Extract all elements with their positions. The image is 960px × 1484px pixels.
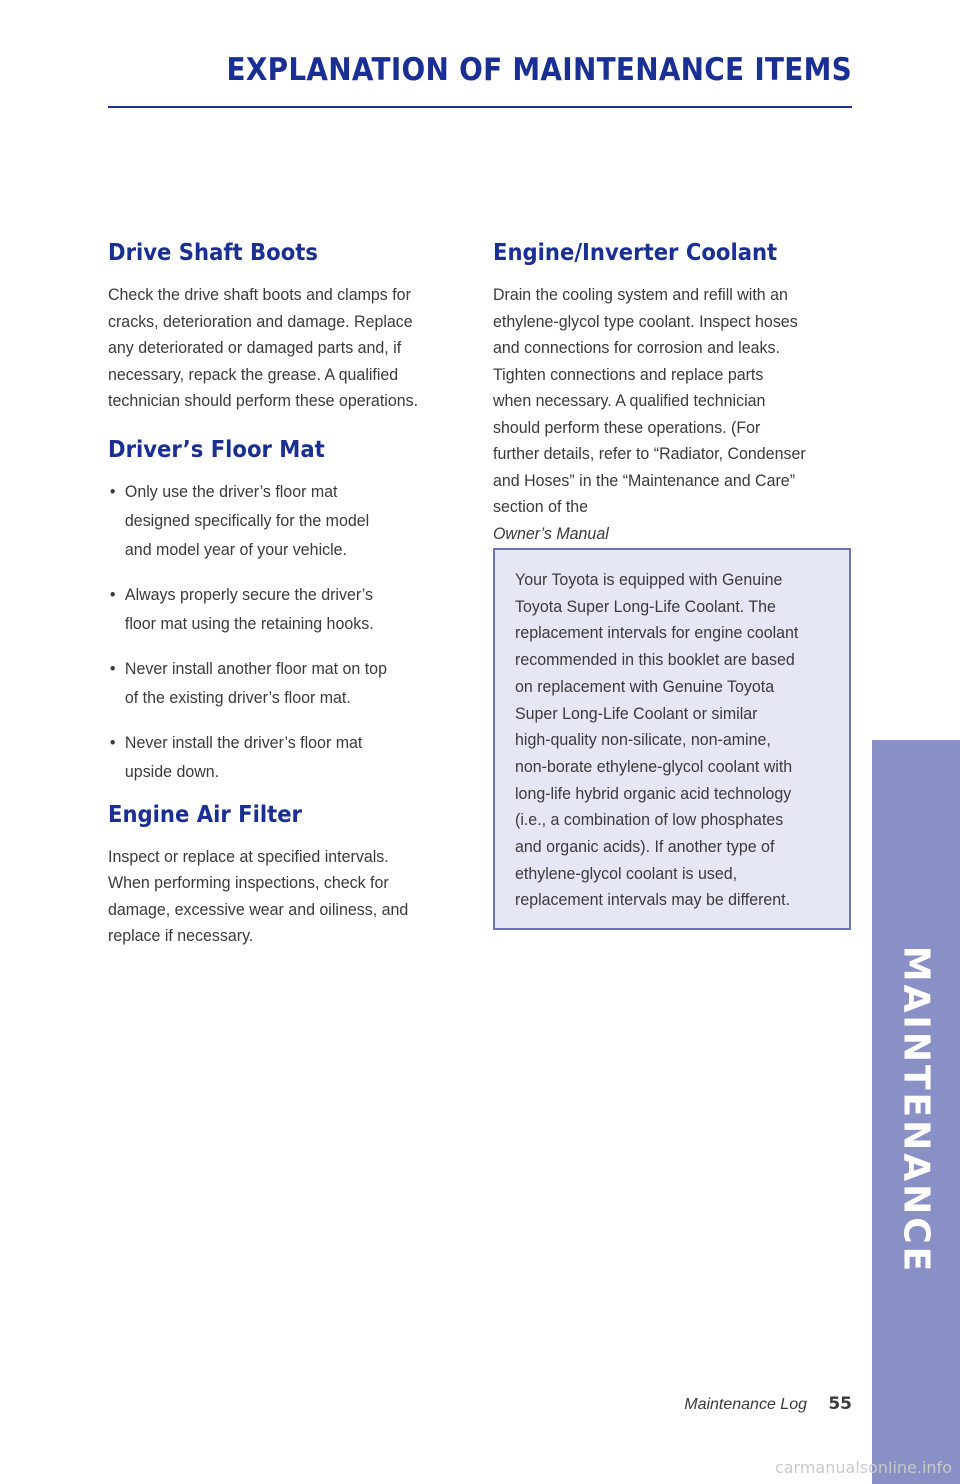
text-line: non-borate ethylene-glycol coolant with — [515, 756, 793, 776]
text-line: damage, excessive wear and oiliness, and — [108, 899, 409, 919]
text-line: ethylene-glycol type coolant. Inspect hoses — [493, 311, 798, 331]
title-divider — [108, 106, 852, 108]
text-line: and model year of your vehicle. — [124, 539, 347, 559]
text-line: technician should perform these operations. — [108, 391, 419, 410]
engine-air-filter-heading: Engine Air Filter — [108, 801, 303, 828]
text-line: of the existing driver’s floor mat. — [124, 687, 351, 707]
list-item — [108, 728, 432, 786]
engine-air-filter-section — [108, 802, 453, 950]
text-line: should perform these operations. (For — [493, 417, 761, 437]
drive-shaft-boots-text — [108, 282, 432, 415]
text-line: on replacement with Genuine Toyota — [515, 676, 775, 696]
text-line: Toyota Super Long-Life Coolant. The — [515, 596, 776, 616]
bullet-icon: • — [109, 584, 116, 604]
coolant-text — [493, 282, 831, 574]
text-line: Check the drive shaft boots and clamps for — [108, 285, 411, 304]
text-line: Never install the driver’s floor mat — [124, 732, 363, 752]
text-line: When performing inspections, check for — [108, 873, 389, 892]
text-line: high-quality non-silicate, non-amine, — [515, 730, 771, 750]
page-title: EXPLANATION OF MAINTENANCE ITEMS — [226, 52, 852, 88]
coolant-note-box — [493, 548, 851, 930]
text-line: cracks, deterioration and damage. Replace — [108, 311, 413, 331]
text-line: replacement intervals may be different. — [515, 890, 791, 910]
text-line: when necessary. A qualified technician — [493, 391, 766, 410]
drive-shaft-boots-heading: Drive Shaft Boots — [108, 240, 318, 266]
text-line: designed specifically for the model — [124, 510, 370, 530]
text-line: Only use the driver’s floor mat — [124, 481, 338, 501]
text-line: Super Long-Life Coolant or similar — [515, 703, 758, 723]
page-number: 55 — [828, 1394, 852, 1414]
left-column — [108, 240, 453, 972]
list-item — [108, 477, 432, 564]
coolant-heading: Engine/Inverter Coolant — [493, 240, 778, 266]
owners-manual-title: Owner’s Manual — [493, 523, 609, 543]
text-line: (i.e., a combination of low phosphates — [515, 810, 784, 830]
text-line: Never install another floor mat on top — [124, 658, 387, 678]
bullet-icon: • — [109, 732, 116, 752]
bullet-icon: • — [109, 481, 116, 501]
text-line: replacement intervals for engine coolant — [515, 623, 799, 643]
watermark: carmanualsonline.info — [774, 1458, 952, 1477]
text-line: any deteriorated or damaged parts and, if — [108, 338, 402, 357]
floor-mat-section — [108, 437, 453, 786]
floor-mat-heading: Driver’s Floor Mat — [108, 436, 325, 463]
list-item — [108, 654, 432, 712]
side-tab-label: MAINTENANCE — [895, 945, 937, 1275]
text-line: replace if necessary. — [108, 926, 254, 945]
bullet-icon: • — [109, 658, 116, 678]
text-line: long-life hybrid organic acid technology — [515, 783, 792, 803]
text-line: further details, refer to “Radiator, Condenser — [493, 444, 806, 463]
list-item — [108, 580, 432, 638]
text-line: Your Toyota is equipped with Genuine — [515, 570, 783, 589]
text-line: Always properly secure the driver’s — [124, 584, 374, 604]
right-column — [493, 240, 853, 596]
floor-mat-bullet-list — [108, 477, 453, 786]
text-line: and organic acids). If another type of — [515, 837, 775, 857]
text-line: upside down. — [124, 761, 220, 781]
text-fragment: section of the — [493, 497, 593, 516]
text-line: recommended in this booklet are based — [515, 650, 795, 670]
drive-shaft-boots-section — [108, 240, 453, 415]
text-line: Inspect or replace at specified intervals. — [108, 846, 389, 866]
text-line: necessary, repack the grease. A qualified — [108, 364, 399, 384]
text-line: ethylene-glycol coolant is used, — [515, 863, 738, 883]
text-line: floor mat using the retaining hooks. — [124, 613, 374, 633]
text-line: and Hoses” in the “Maintenance and Care” — [493, 470, 796, 490]
coolant-section — [493, 240, 853, 574]
footer-label: Maintenance Log — [684, 1396, 807, 1413]
text-line: and connections for corrosion and leaks. — [493, 338, 780, 357]
text-line: Tighten connections and replace parts — [493, 364, 764, 384]
text-line: Drain the cooling system and refill with an — [493, 285, 788, 304]
engine-air-filter-text — [108, 844, 432, 950]
coolant-note-text — [515, 567, 812, 914]
